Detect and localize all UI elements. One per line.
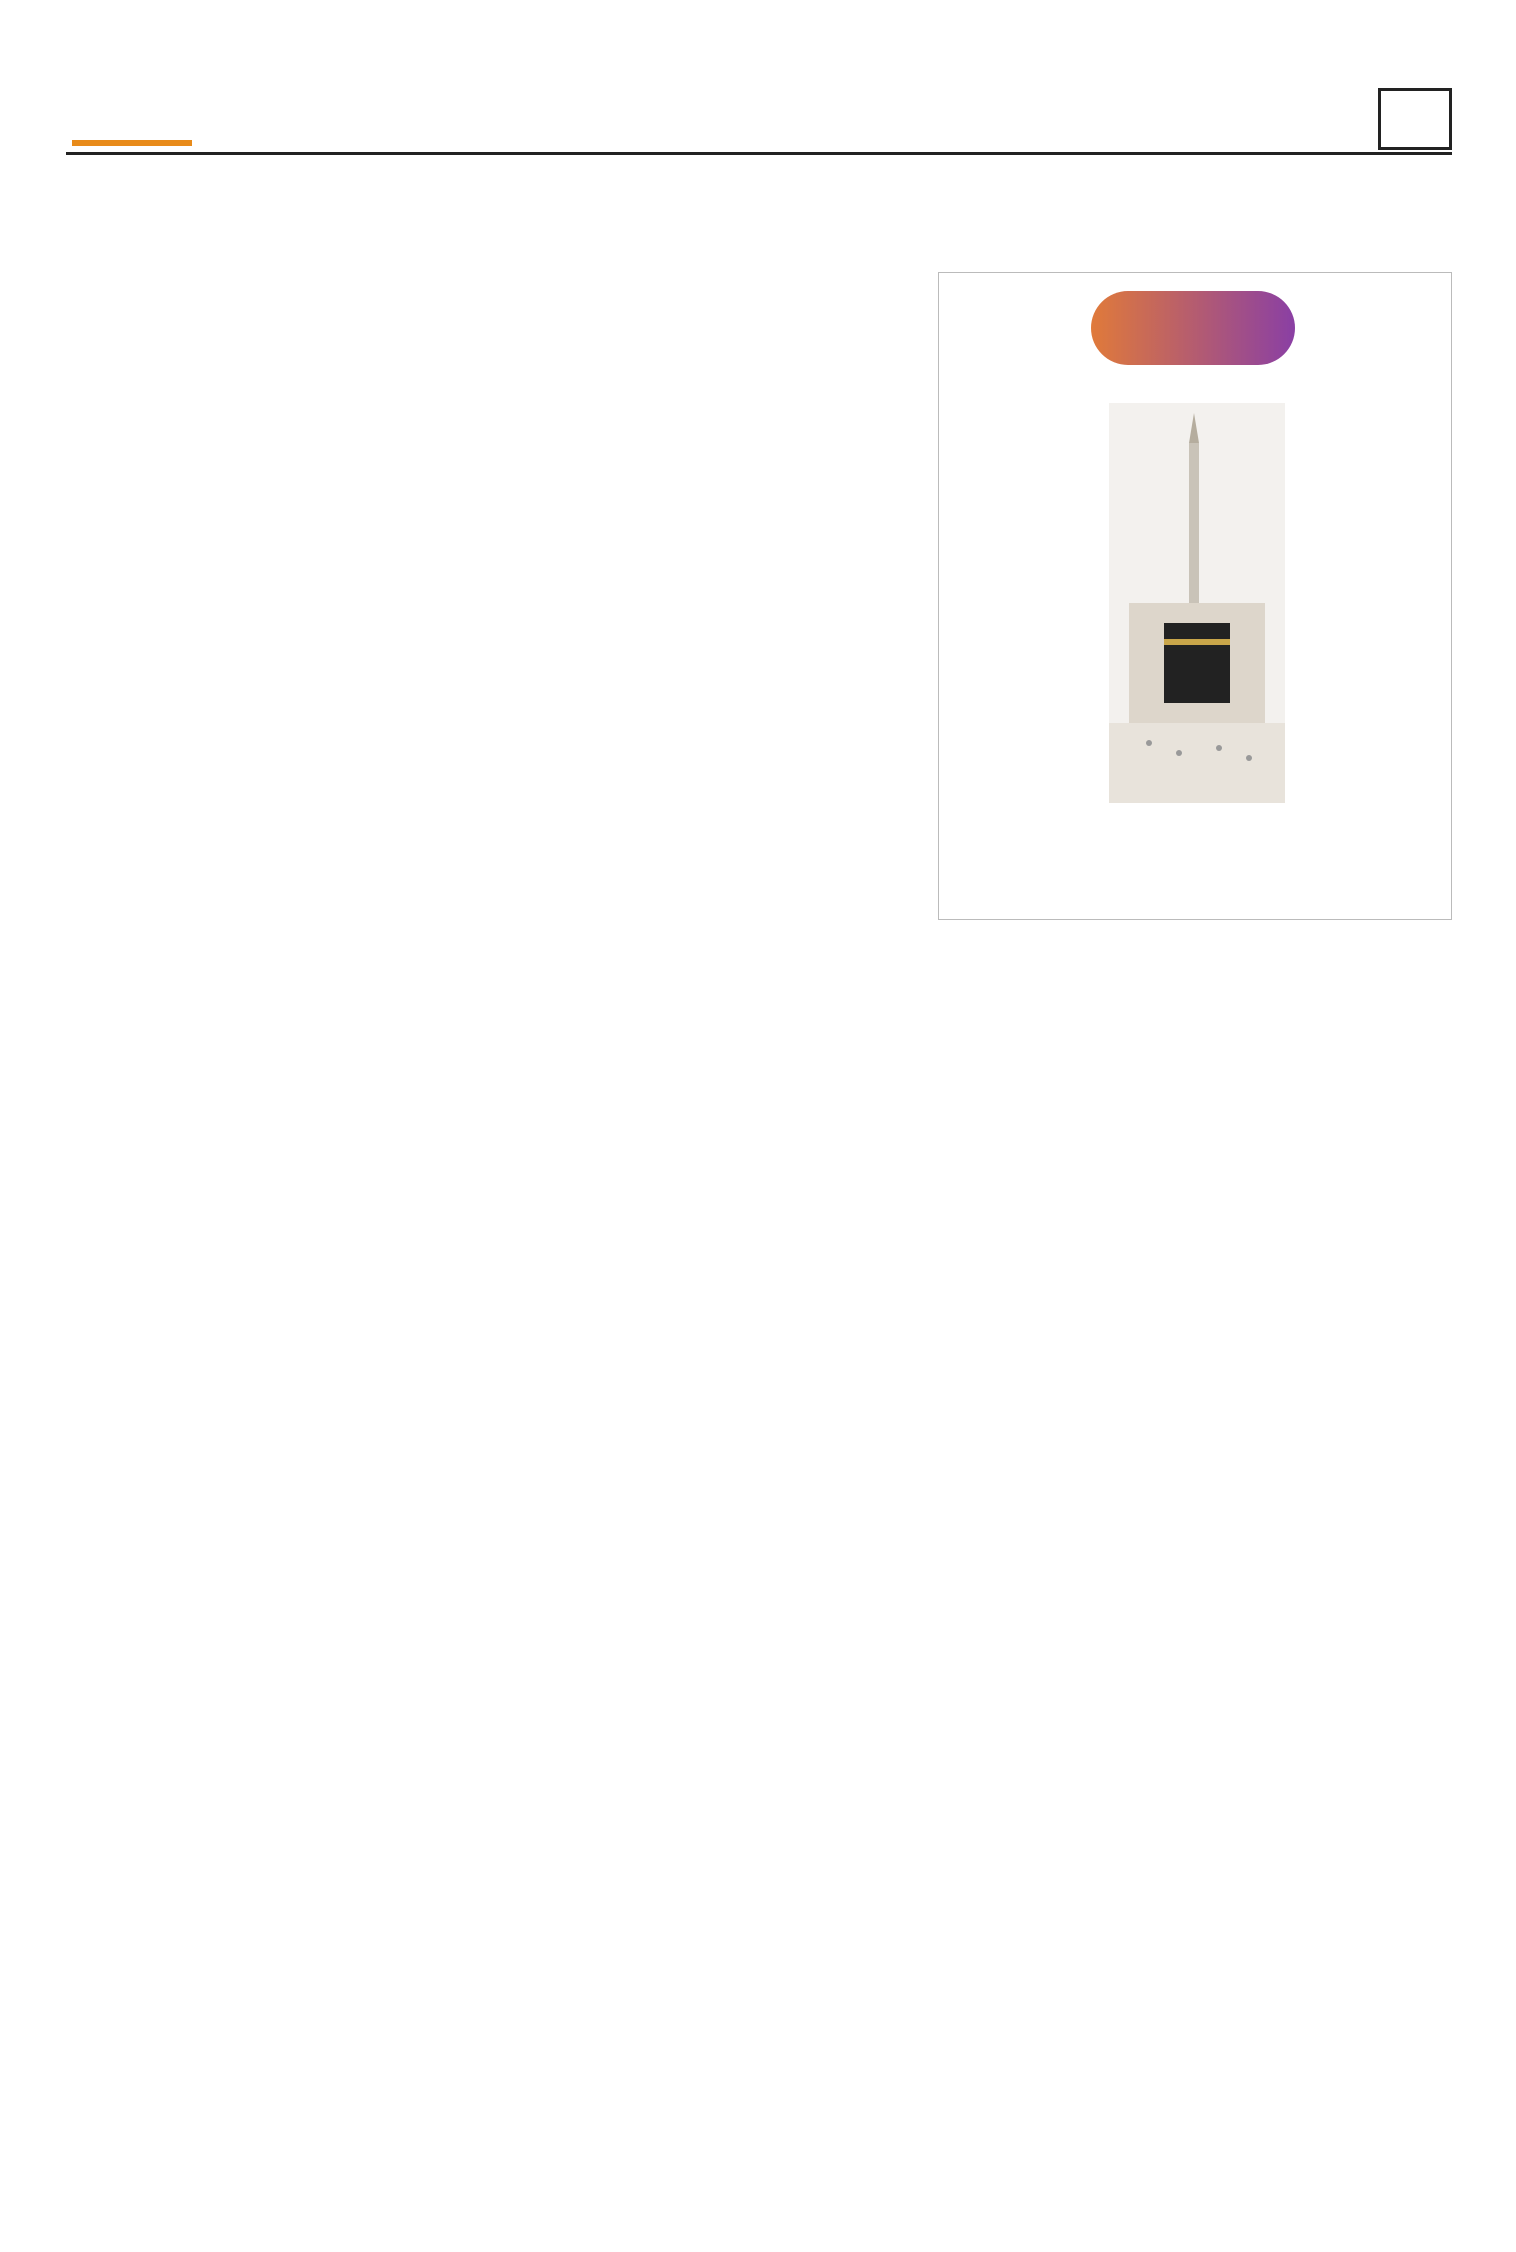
header-rule — [66, 152, 1452, 155]
infographic-makkah — [938, 272, 1452, 920]
logo-underline — [72, 140, 192, 146]
makkah-pill — [1091, 291, 1295, 365]
kaaba-illustration — [1109, 403, 1285, 803]
page-number — [1378, 88, 1452, 150]
newspaper-logo — [70, 84, 200, 146]
